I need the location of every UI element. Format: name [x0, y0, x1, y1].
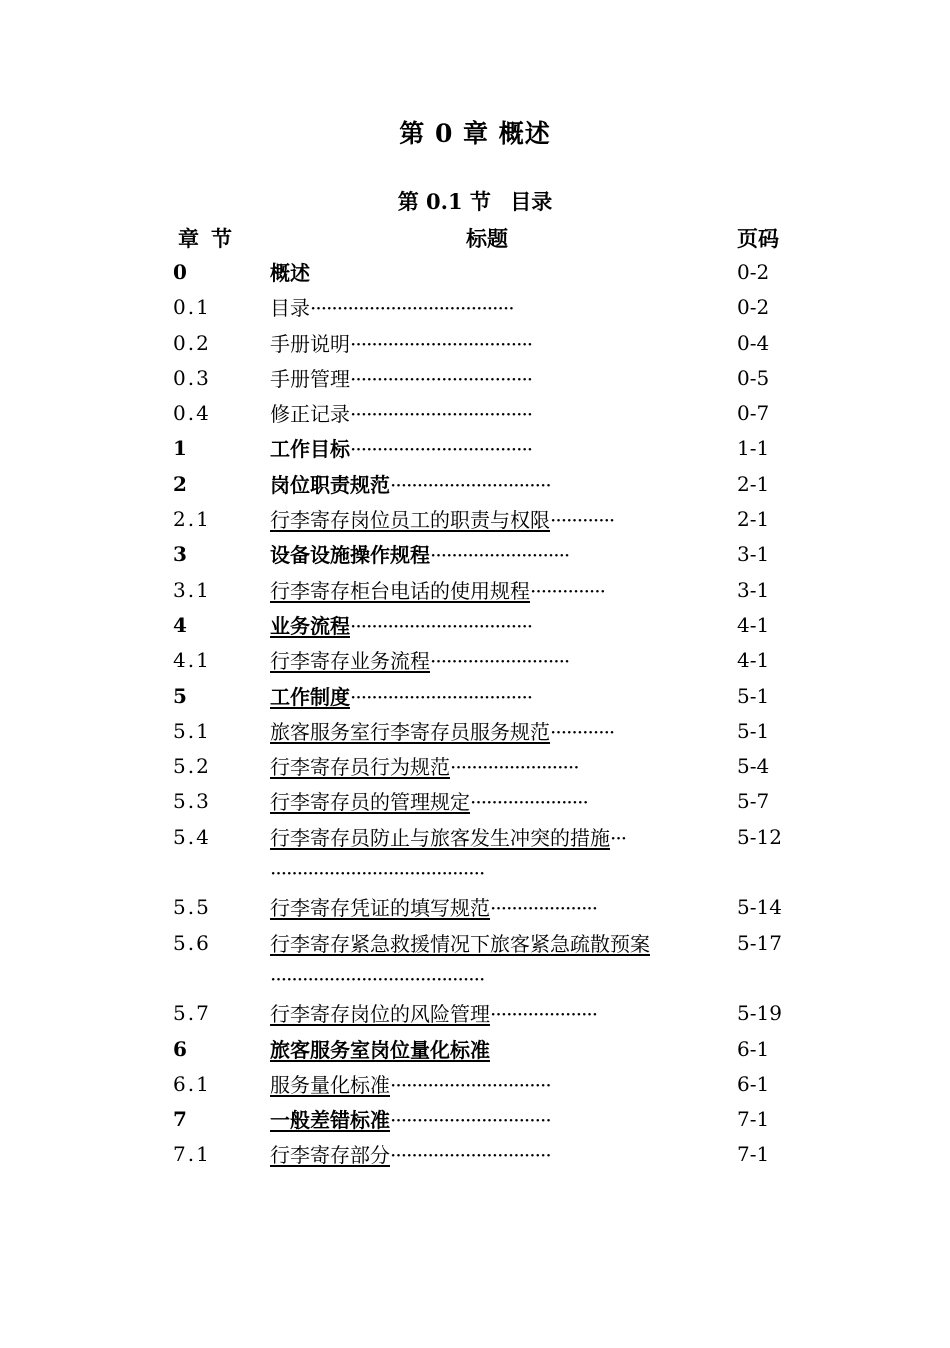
toc-row	[0, 609, 950, 644]
toc-row	[0, 1103, 950, 1138]
toc-page: 1-1	[737, 436, 770, 461]
toc-number: 4.1	[173, 648, 211, 673]
toc-title: 概述	[270, 261, 310, 285]
toc-number: 0.1	[173, 295, 211, 320]
toc-page: 6-1	[737, 1071, 770, 1096]
toc-link[interactable]: 行李寄存岗位员工的职责与权限············	[270, 508, 615, 533]
toc-page: 5-7	[737, 789, 770, 814]
toc-row	[0, 680, 950, 715]
toc-number: 3.1	[173, 577, 211, 602]
toc-page: 5-14	[737, 895, 782, 920]
toc-row	[0, 397, 950, 432]
toc-page: 0-7	[737, 401, 770, 426]
toc-link[interactable]: 行李寄存凭证的填写规范····················	[270, 896, 598, 921]
toc-link[interactable]: 业务流程··································	[270, 613, 533, 638]
toc-row	[0, 503, 950, 538]
header-title: 标题	[466, 226, 508, 251]
toc-number: 6.1	[173, 1071, 211, 1096]
toc-link[interactable]: 行李寄存员行为规范························	[270, 755, 579, 780]
toc-number: 6	[173, 1036, 189, 1061]
toc-row	[0, 715, 950, 750]
toc-link[interactable]: 旅客服务室岗位量化标准	[270, 1037, 490, 1062]
toc-number: 1	[173, 436, 189, 461]
toc-title: 工作目标··································	[270, 437, 533, 462]
toc-header	[0, 223, 950, 255]
toc-number: 0.2	[173, 330, 211, 355]
toc-number: 5.2	[173, 754, 211, 779]
toc-row	[0, 1033, 950, 1068]
toc-row	[0, 997, 950, 1032]
toc-link[interactable]: 行李寄存部分······························	[270, 1143, 551, 1168]
toc-number: 5.4	[173, 824, 211, 849]
toc-page: 5-17	[737, 930, 782, 955]
toc-title: 修正记录··································	[270, 402, 533, 427]
toc-page: 6-1	[737, 1036, 770, 1061]
toc-number: 5.3	[173, 789, 211, 814]
toc-row	[0, 644, 950, 679]
toc-page: 3-1	[737, 577, 770, 602]
toc-page: 7-1	[737, 1142, 770, 1167]
toc-row	[0, 362, 950, 397]
toc-link[interactable]: 服务量化标准······························	[270, 1072, 551, 1097]
toc-row	[0, 821, 950, 892]
toc-title: 目录······································	[270, 296, 514, 321]
toc-page: 3-1	[737, 542, 770, 567]
toc-page: 4-1	[737, 612, 770, 637]
toc-page: 0-4	[737, 330, 770, 355]
toc-number: 7.1	[173, 1142, 211, 1167]
section-title	[0, 186, 950, 216]
toc-title: 手册管理··································	[270, 366, 533, 391]
toc-number: 2.1	[173, 507, 211, 532]
toc-page: 2-1	[737, 507, 770, 532]
toc-page: 5-1	[737, 718, 770, 743]
toc-row	[0, 432, 950, 467]
toc-page: 5-12	[737, 824, 782, 849]
toc-row	[0, 291, 950, 326]
toc-list	[0, 256, 950, 1174]
toc-link[interactable]: 行李寄存柜台电话的使用规程··············	[270, 578, 606, 603]
toc-page: 0-5	[737, 365, 770, 390]
toc-row	[0, 327, 950, 362]
toc-link[interactable]: 行李寄存员的管理规定······················	[270, 790, 588, 815]
toc-page: 5-19	[737, 1001, 782, 1026]
toc-link[interactable]: 工作制度··································	[270, 684, 533, 709]
toc-row	[0, 574, 950, 609]
header-section: 章节	[178, 226, 244, 251]
toc-number: 5.6	[173, 930, 211, 955]
toc-row	[0, 1138, 950, 1173]
toc-page: 4-1	[737, 648, 770, 673]
toc-page: 7-1	[737, 1107, 770, 1132]
section-name: 目录	[510, 189, 553, 214]
toc-title: 设备设施操作规程··························	[270, 543, 570, 568]
toc-row	[0, 927, 950, 998]
toc-number: 5.1	[173, 718, 211, 743]
toc-row	[0, 538, 950, 573]
toc-link[interactable]: 行李寄存员防止与旅客发生冲突的措施··· ········································	[270, 825, 627, 886]
toc-number: 4	[173, 612, 189, 637]
toc-link[interactable]: 旅客服务室行李寄存员服务规范············	[270, 719, 615, 744]
toc-page: 5-4	[737, 754, 770, 779]
toc-number: 7	[173, 1107, 189, 1132]
toc-page: 0-2	[737, 260, 770, 284]
toc-row	[0, 256, 950, 291]
toc-number: 0	[173, 260, 189, 284]
toc-row	[0, 468, 950, 503]
toc-row	[0, 891, 950, 926]
toc-page: 0-2	[737, 295, 770, 320]
toc-number: 5	[173, 683, 189, 708]
toc-link[interactable]: 行李寄存岗位的风险管理····················	[270, 1002, 598, 1027]
toc-title: 岗位职责规范······························	[270, 472, 551, 497]
toc-row	[0, 785, 950, 820]
toc-page: 2-1	[737, 471, 770, 496]
toc-number: 2	[173, 471, 189, 496]
toc-number: 5.7	[173, 1001, 211, 1026]
toc-number: 0.3	[173, 365, 211, 390]
toc-page: 5-1	[737, 683, 770, 708]
header-page: 页码	[737, 226, 779, 251]
chapter-title: 第 0 章 概述	[399, 119, 551, 148]
toc-number: 5.5	[173, 895, 211, 920]
toc-link[interactable]: 行李寄存紧急救援情况下旅客紧急疏散预案········································	[270, 931, 650, 991]
toc-link[interactable]: 一般差错标准······························	[270, 1108, 551, 1133]
section-label: 第 0.1 节	[397, 189, 491, 214]
toc-number: 3	[173, 542, 189, 567]
toc-title: 手册说明··································	[270, 331, 533, 356]
toc-number: 0.4	[173, 401, 211, 426]
toc-link[interactable]: 行李寄存业务流程··························	[270, 649, 570, 674]
toc-row	[0, 1068, 950, 1103]
toc-row	[0, 750, 950, 785]
